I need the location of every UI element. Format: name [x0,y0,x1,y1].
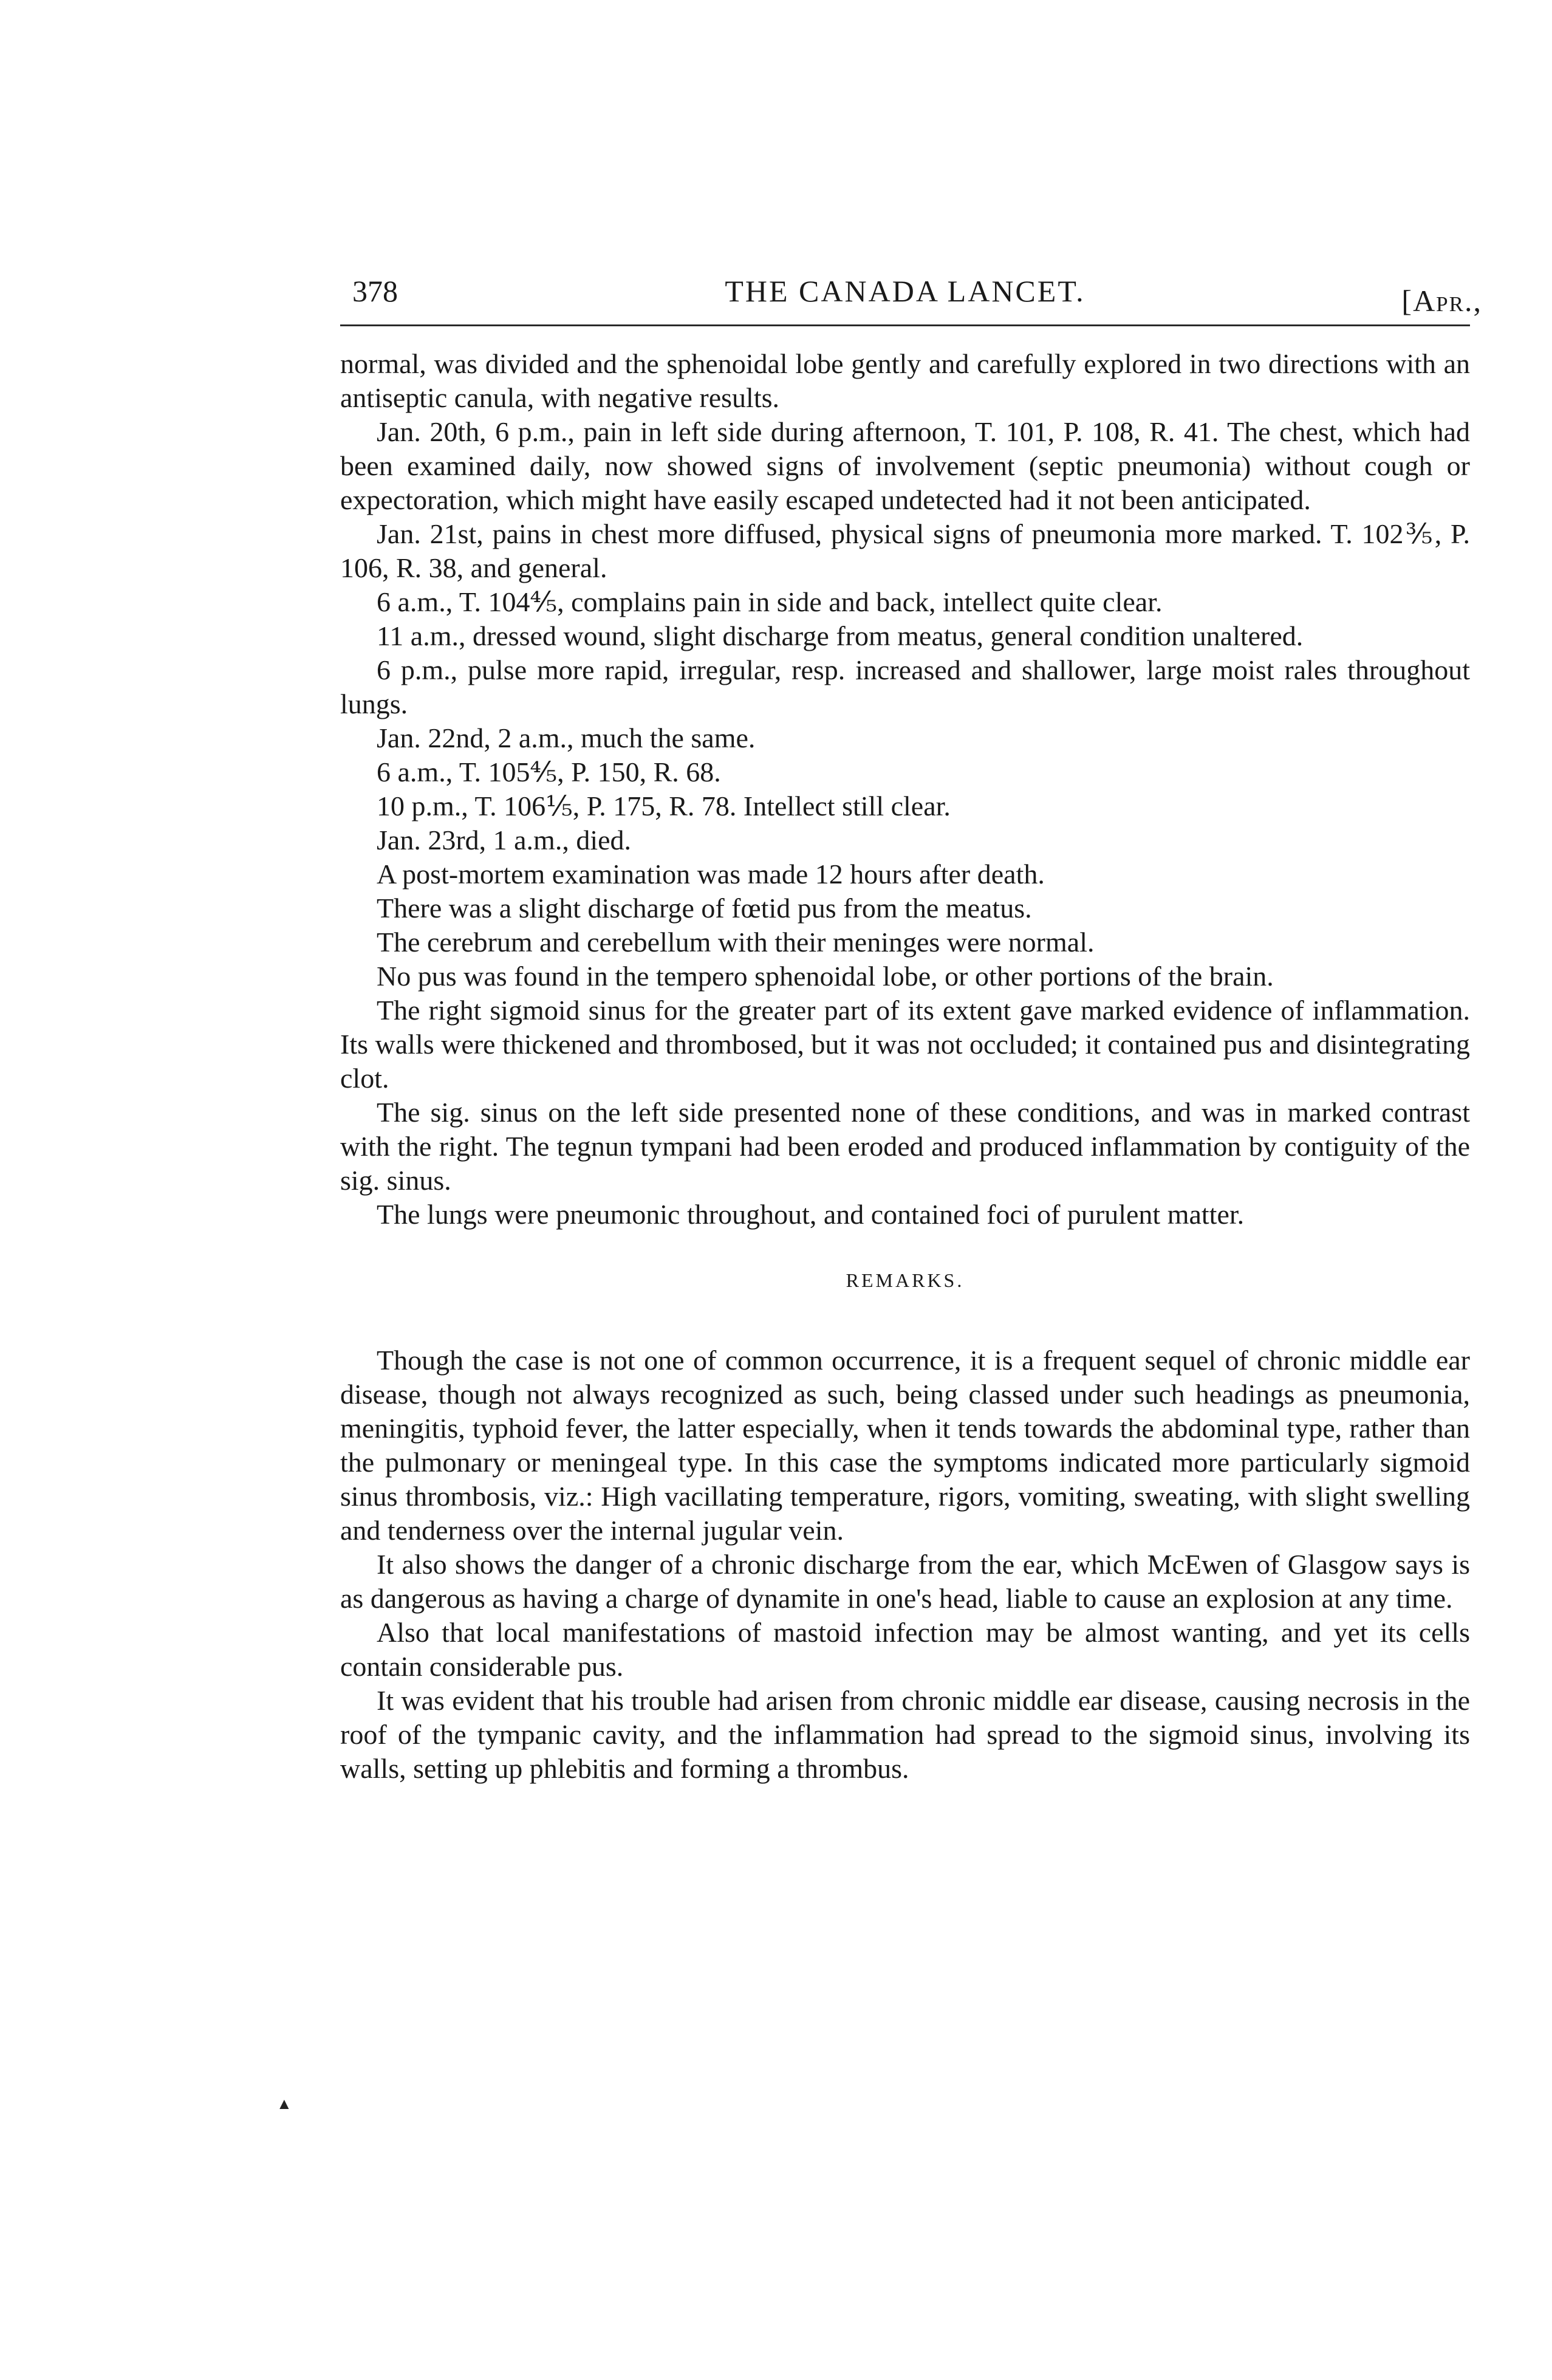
case-note-paragraph: The cerebrum and cerebellum with their meninges were normal. [377,927,1095,958]
case-note-paragraph: 11 a.m., dressed wound, slight discharge from meatus, general condition unaltered. [377,620,1304,651]
page-number: 378 [352,274,398,308]
document-page [340,267,1482,1786]
running-header [340,267,1482,322]
remarks-section [340,1343,1470,1786]
header-rule [340,324,1470,326]
remarks-heading: REMARKS. [846,1269,965,1291]
case-note-paragraph: Jan. 22nd, 2 a.m., much the same. [377,722,756,753]
case-note-paragraph: No pus was found in the tempero sphenoidal lobe, or other portions of the brain. [377,961,1274,992]
case-note-paragraph: There was a slight discharge of fœtid pus from the meatus. [377,893,1032,924]
journal-title: THE CANADA LANCET. [725,274,1085,308]
case-note-paragraph: The lungs were pneumonic throughout, and contained foci of purulent matter. [377,1199,1245,1230]
case-note-paragraph: The right sigmoid sinus for the greater part of its extent gave marked evidence of inflammation. Its walls were thickened and thrombosed, but it was not occluded; it contained pus and disintegrating clot. [340,995,1471,1094]
case-note-paragraph: 10 p.m., T. 106⅕, P. 175, R. 78. Intellect still clear. [377,790,951,821]
remarks-paragraph: Also that local manifestations of mastoid infection may be almost wanting, and yet its cells contain considerable pus. [340,1617,1470,1682]
case-note-paragraph: The sig. sinus on the left side presented none of these conditions, and was in marked contrast with the right. The tegnun tympani had been eroded and produced inflammation by contiguity of the sig. sinus. [340,1097,1470,1196]
case-note-paragraph: Jan. 20th, 6 p.m., pain in left side during afternoon, T. 101, P. 108, R. 41. The chest, which had been examined daily, now showed signs of involvement (septic pneumonia) without cough or expectoration, which might have easily escaped undetected had it not been anticipated. [340,416,1470,515]
case-note-paragraph: normal, was divided and the sphenoidal lobe gently and carefully explored in two directions with an antiseptic canula, with negative results. [340,348,1470,413]
case-note-paragraph: A post-mortem examination was made 12 hours after death. [377,859,1045,890]
remarks-paragraph: It was evident that his trouble had arisen from chronic middle ear disease, causing necrosis in the roof of the tympanic cavity, and the inflammation had spread to the sigmoid sinus, involving its walls, setting up phlebitis and forming a thrombus. [340,1685,1470,1784]
case-notes [340,347,1470,1232]
article-body [340,347,1470,1786]
case-note-paragraph: Jan. 23rd, 1 a.m., died. [377,825,632,856]
remarks-paragraph: Though the case is not one of common occurrence, it is a frequent sequel of chronic middle ear disease, though not always recognized as such, being classed under such headings as pneumonia, meningitis, typhoid fever, the latter especially, when it tends towards the abdominal type, rather than the pulmonary or meningeal type. In this case the symptoms indicated more particularly sigmoid sinus thrombosis, viz.: High vacillating temperature, rigors, vomiting, sweating, with slight swelling and tenderness over the internal jugular vein. [340,1345,1470,1546]
case-note-paragraph: 6 a.m., T. 104⅘, complains pain in side and back, intellect quite clear. [377,586,1163,617]
margin-mark: ▲ [276,2095,292,2113]
case-note-paragraph: 6 a.m., T. 105⅘, P. 150, R. 68. [377,756,721,787]
case-note-paragraph: 6 p.m., pulse more rapid, irregular, resp. increased and shallower, large moist rales throughout lungs. [340,654,1470,719]
issue-month: [Apr., [1401,284,1482,318]
remarks-paragraph: It also shows the danger of a chronic discharge from the ear, which McEwen of Glasgow says is as dangerous as having a charge of dynamite in one's head, liable to cause an explosion at any time. [340,1549,1470,1614]
case-note-paragraph: Jan. 21st, pains in chest more diffused, physical signs of pneumonia more marked. T. 102⅗, P. 106, R. 38, and general. [340,518,1470,583]
